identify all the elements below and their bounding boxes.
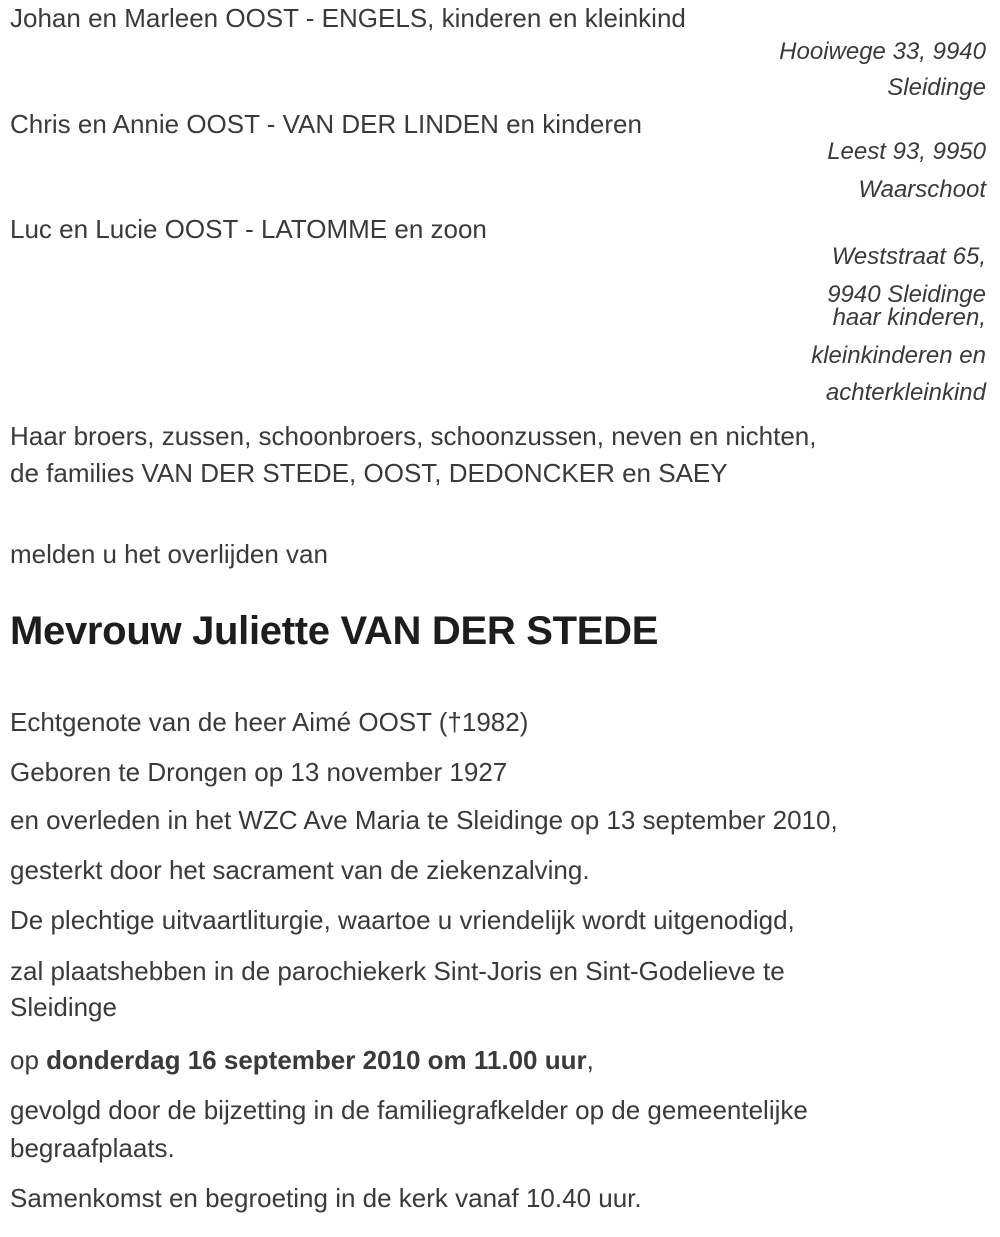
family-2-names: Chris en Annie OOST - VAN DER LINDEN en kinderen (10, 109, 642, 139)
relatives-line-2: de families VAN DER STEDE, OOST, DEDONCKER en SAEY (10, 458, 728, 488)
family-1-address-2: Sleidinge (887, 74, 986, 101)
family-2-address-2: Waarschoot (858, 176, 986, 203)
spouse-line: Echtgenote van de heer Aimé OOST (†1982) (10, 707, 529, 737)
sacrament-line: gesterkt door het sacrament van de ziekenzalving. (10, 855, 590, 885)
burial-line-1: gevolgd door de bijzetting in de familiegrafkelder op de gemeentelijke (10, 1095, 808, 1125)
service-line-3: Sleidinge (10, 992, 117, 1022)
family-1-names: Johan en Marleen OOST - ENGELS, kinderen en kleinkind (10, 3, 686, 33)
service-line-2: zal plaatshebben in de parochiekerk Sint-Joris en Sint-Godelieve te (10, 956, 785, 986)
family-3-address-2: 9940 Sleidinge (827, 281, 986, 308)
family-2-address-1: Leest 93, 9950 (827, 138, 986, 165)
deceased-name-heading: Mevrouw Juliette VAN DER STEDE (10, 609, 659, 653)
family-3-address-1: Weststraat 65, (831, 243, 986, 270)
birth-line: Geboren te Drongen op 13 november 1927 (10, 757, 508, 787)
intro-line: melden u het overlijden van (10, 539, 328, 569)
service-date-suffix: , (586, 1045, 594, 1075)
descendants-line-3: achterkleinkind (825, 379, 986, 406)
service-line-1: De plechtige uitvaartliturgie, waartoe u vriendelijk wordt uitgenodigd, (10, 905, 795, 935)
descendants-line-1: haar kinderen, (832, 304, 986, 331)
family-3-names: Luc en Lucie OOST - LATOMME en zoon (10, 214, 487, 244)
burial-line-2: begraafplaats. (10, 1133, 175, 1163)
descendants-line-2: kleinkinderen en (811, 342, 986, 369)
death-line: en overleden in het WZC Ave Maria te Sleidinge op 13 september 2010, (10, 805, 838, 835)
service-date-prefix: op (10, 1045, 47, 1075)
service-date-line (10, 1046, 986, 1076)
gathering-line: Samenkomst en begroeting in de kerk vanaf 10.40 uur. (10, 1183, 642, 1213)
relatives-line-1: Haar broers, zussen, schoonbroers, schoonzussen, neven en nichten, (10, 421, 817, 451)
family-1-address-1: Hooiwege 33, 9940 (779, 38, 986, 65)
service-date-bold: donderdag 16 september 2010 om 11.00 uur (46, 1045, 587, 1075)
